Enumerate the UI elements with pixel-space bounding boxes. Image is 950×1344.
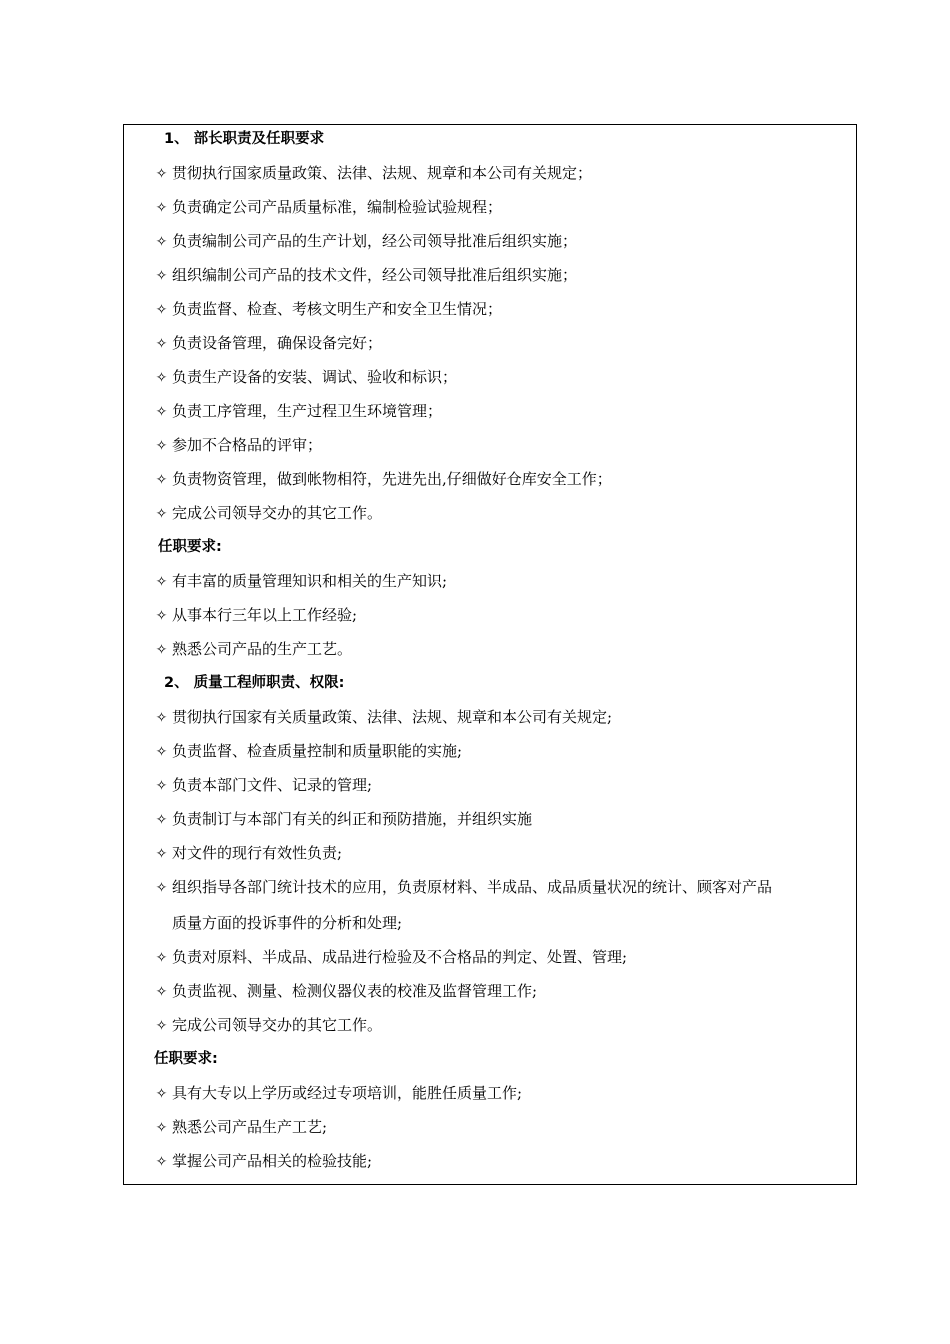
list-item: ✧ 有丰富的质量管理知识和相关的生产知识;	[154, 567, 856, 601]
document-box	[123, 124, 857, 1185]
diamond-bullet-icon: ✧	[155, 880, 168, 896]
diamond-bullet-icon: ✧	[155, 404, 168, 420]
diamond-bullet-icon: ✧	[155, 744, 168, 760]
diamond-bullet-icon: ✧	[155, 268, 168, 284]
diamond-bullet-icon: ✧	[155, 166, 168, 182]
list-item: ✧ 负责编制公司产品的生产计划，经公司领导批准后组织实施；	[154, 227, 856, 261]
diamond-bullet-icon: ✧	[155, 608, 168, 624]
diamond-bullet-icon: ✧	[155, 472, 168, 488]
diamond-bullet-icon: ✧	[155, 984, 168, 1000]
diamond-bullet-icon: ✧	[155, 812, 168, 828]
list-item: ✧ 负责监督、检查质量控制和质量职能的实施;	[154, 737, 856, 771]
list-item: ✧ 负责设备管理，确保设备完好；	[154, 329, 856, 363]
list-item-continuation: 质量方面的投诉事件的分析和处理;	[172, 914, 403, 932]
diamond-bullet-icon: ✧	[155, 1018, 168, 1034]
diamond-bullet-icon: ✧	[155, 506, 168, 522]
diamond-bullet-icon: ✧	[155, 574, 168, 590]
diamond-bullet-icon: ✧	[155, 370, 168, 386]
diamond-bullet-icon: ✧	[155, 642, 168, 658]
section1-requirements-heading: 任职要求:	[158, 539, 222, 555]
list-item: ✧ 组织指导各部门统计技术的应用，负责原材料、半成品、成品质量状况的统计、顾客对产品	[154, 873, 856, 907]
diamond-bullet-icon: ✧	[155, 710, 168, 726]
list-item: ✧ 负责制订与本部门有关的纠正和预防措施，并组织实施	[154, 805, 856, 839]
diamond-bullet-icon: ✧	[155, 234, 168, 250]
list-item: ✧ 负责本部门文件、记录的管理;	[154, 771, 856, 805]
diamond-bullet-icon: ✧	[155, 1120, 168, 1136]
list-item: ✧ 完成公司领导交办的其它工作。	[154, 1011, 856, 1045]
diamond-bullet-icon: ✧	[155, 438, 168, 454]
list-item: ✧ 贯彻执行国家有关质量政策、法律、法规、规章和本公司有关规定;	[154, 703, 856, 737]
section2-requirements-heading: 任职要求:	[154, 1051, 218, 1067]
diamond-bullet-icon: ✧	[155, 1154, 168, 1170]
list-item: ✧ 负责监视、测量、检测仪器仪表的校准及监督管理工作;	[154, 977, 856, 1011]
list-item: ✧ 负责工序管理，生产过程卫生环境管理；	[154, 397, 856, 431]
list-item: ✧ 负责对原料、半成品、成品进行检验及不合格品的判定、处置、管理;	[154, 943, 856, 977]
list-item: ✧ 组织编制公司产品的技术文件，经公司领导批准后组织实施；	[154, 261, 856, 295]
list-item: ✧ 熟悉公司产品生产工艺;	[154, 1113, 856, 1147]
list-item: ✧ 负责物资管理，做到帐物相符，先进先出,仔细做好仓库安全工作；	[154, 465, 856, 499]
diamond-bullet-icon: ✧	[155, 336, 168, 352]
diamond-bullet-icon: ✧	[155, 950, 168, 966]
list-item: ✧ 参加不合格品的评审；	[154, 431, 856, 465]
list-item: ✧ 具有大专以上学历或经过专项培训，能胜任质量工作;	[154, 1079, 856, 1113]
list-item: ✧ 贯彻执行国家质量政策、法律、法规、规章和本公司有关规定；	[154, 159, 856, 193]
section1-heading: 1、 部长职责及任职要求	[164, 131, 325, 147]
list-item: ✧ 掌握公司产品相关的检验技能;	[154, 1147, 856, 1181]
list-item: ✧ 负责确定公司产品质量标准，编制检验试验规程；	[154, 193, 856, 227]
section2-heading: 2、 质量工程师职责、权限:	[164, 675, 345, 691]
list-item: ✧ 从事本行三年以上工作经验;	[154, 601, 856, 635]
diamond-bullet-icon: ✧	[155, 1086, 168, 1102]
list-item: ✧ 对文件的现行有效性负责;	[154, 839, 856, 873]
list-item: ✧ 熟悉公司产品的生产工艺。	[154, 635, 856, 669]
list-item: ✧ 完成公司领导交办的其它工作。	[154, 499, 856, 533]
diamond-bullet-icon: ✧	[155, 778, 168, 794]
list-item: ✧ 负责生产设备的安装、调试、验收和标识；	[154, 363, 856, 397]
list-item: ✧ 负责监督、检查、考核文明生产和安全卫生情况；	[154, 295, 856, 329]
diamond-bullet-icon: ✧	[155, 200, 168, 216]
diamond-bullet-icon: ✧	[155, 846, 168, 862]
diamond-bullet-icon: ✧	[155, 302, 168, 318]
